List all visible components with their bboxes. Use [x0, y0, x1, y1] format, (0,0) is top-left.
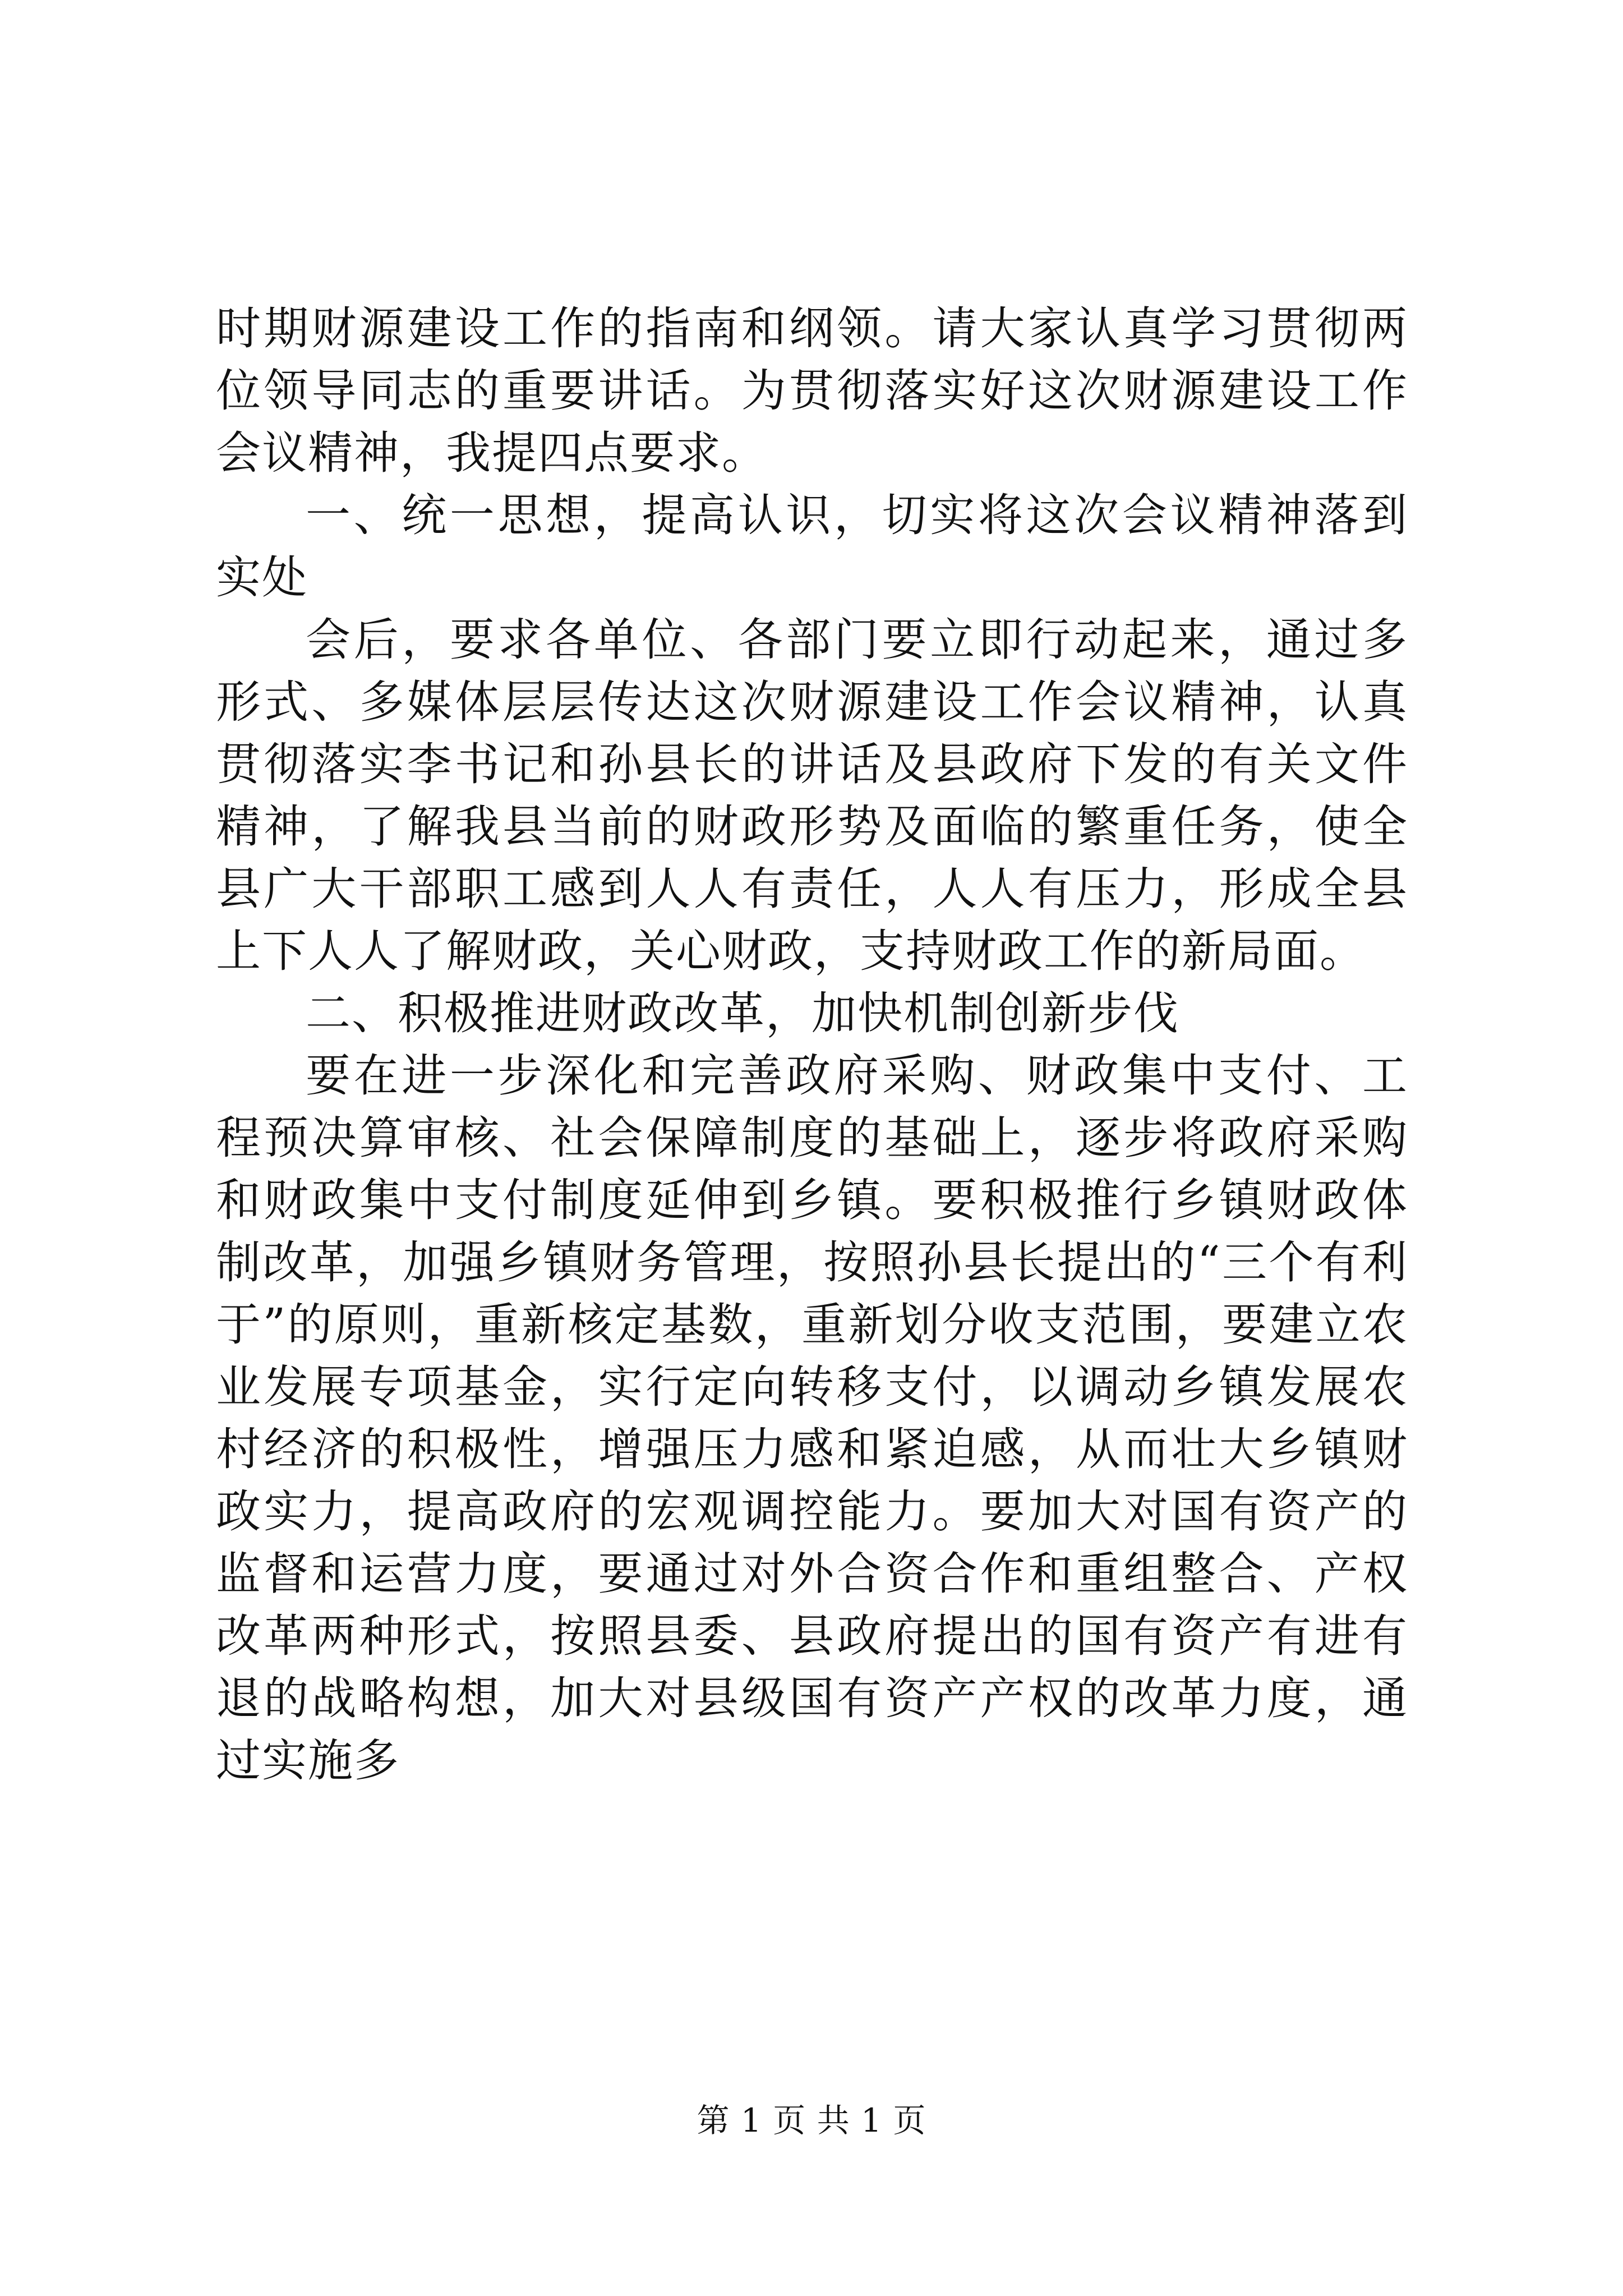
page-footer	[0, 2101, 1623, 2140]
paragraph-section-1: 会后，要求各单位、各部门要立即行动起来，通过多形式、多媒体层层传达这次财源建设工作会议精神，认真贯彻落实李书记和孙县长的讲话及县政府下发的有关文件精神，了解我县当前的财政形势及面临的繁重任务，使全县广大干部职工感到人人有责任，人人有压力，形成全县上下人人了解财政，关心财政，支持财政工作的新局面。	[216, 614, 1408, 977]
section-heading-1: 一、统一思想，提高认识，切实将这次会议精神落到实处	[216, 489, 1408, 604]
page-number-label: 第 1 页 共 1 页	[697, 2101, 926, 2139]
document-body	[216, 297, 1408, 1792]
paragraph-intro: 时期财源建设工作的指南和纲领。请大家认真学习贯彻两位领导同志的重要讲话。为贯彻落实好这次财源建设工作会议精神，我提四点要求。	[216, 302, 1408, 479]
section-heading-2: 二、积极推进财政改革，加快机制创新步伐	[306, 987, 1179, 1039]
paragraph-section-2: 要在进一步深化和完善政府采购、财政集中支付、工程预决算审核、社会保障制度的基础上，逐步将政府采购和财政集中支付制度延伸到乡镇。要积极推行乡镇财政体制改革，加强乡镇财务管理，按照孙县长提出的“三个有利于”的原则，重新核定基数，重新划分收支范围，要建立农业发展专项基金，实行定向转移支付，以调动乡镇发展农村经济的积极性，增强压力感和紧迫感，从而壮大乡镇财政实力，提高政府的宏观调控能力。要加大对国有资产的监督和运营力度，要通过对外合资合作和重组整合、产权改革两种形式，按照县委、县政府提出的国有资产有进有退的战略构想，加大对县级国有资产产权的改革力度，通过实施多	[216, 1050, 1408, 1787]
